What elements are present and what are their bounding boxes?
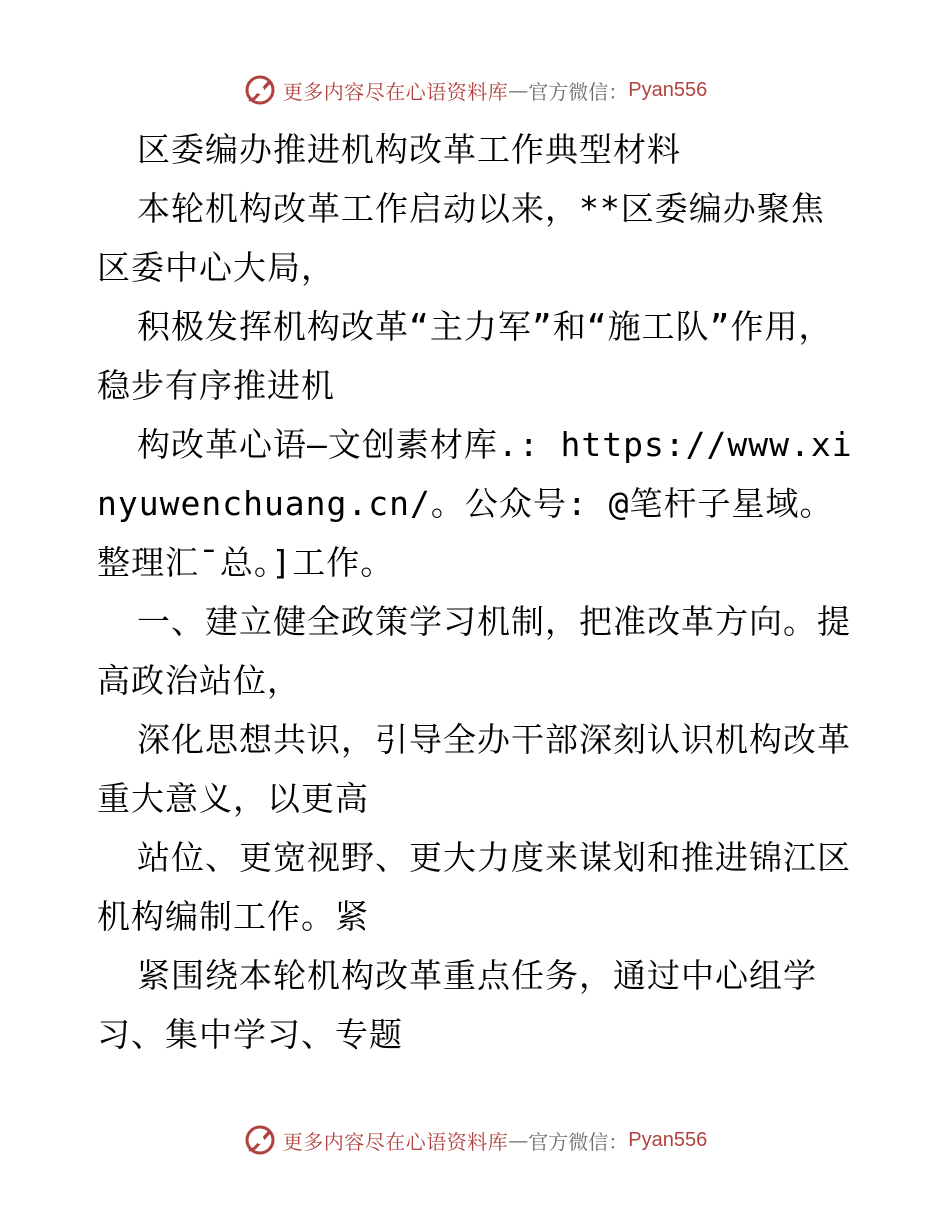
- document-body: [97, 120, 857, 1064]
- paragraph: 本轮机构改革工作启动以来，**区委编办聚焦区委中心大局，: [97, 189, 825, 287]
- quill-logo-icon: [243, 73, 277, 107]
- quill-logo-icon: [243, 1123, 277, 1157]
- banner-dash: —: [508, 1128, 529, 1152]
- banner-wechat-label: 官方微信：: [528, 1129, 629, 1154]
- paragraph: 构改革心语—文创素材库.: https://www.xinyuwenchuang.cn/。公众号: @笔杆子星域。整理汇¯总。]工作。: [97, 425, 853, 582]
- paragraph: 积极发挥机构改革“主力军”和“施工队”作用，稳步有序推进机: [97, 307, 833, 405]
- footer-watermark-banner: [0, 1120, 950, 1160]
- document-title: 区委编办推进机构改革工作典型材料: [137, 130, 681, 169]
- banner-wechat-id: Pyan556: [628, 78, 708, 101]
- banner-wechat-label: 官方微信：: [528, 79, 629, 104]
- banner-dash: —: [508, 78, 529, 102]
- paragraph: 站位、更宽视野、更大力度来谋划和推进锦江区机构编制工作。紧: [97, 838, 851, 936]
- header-watermark-banner: [0, 70, 950, 110]
- paragraph: 深化思想共识，引导全办干部深刻认识机构改革重大意义，以更高: [97, 720, 851, 818]
- banner-wechat-id: Pyan556: [628, 1128, 708, 1151]
- paragraph: 一、建立健全政策学习机制，把准改革方向。提高政治站位，: [97, 602, 851, 700]
- paragraph: 紧围绕本轮机构改革重点任务，通过中心组学习、集中学习、专题: [97, 956, 817, 1054]
- banner-text: 更多内容尽在心语资料库: [282, 1129, 509, 1154]
- banner-text: 更多内容尽在心语资料库: [282, 79, 509, 104]
